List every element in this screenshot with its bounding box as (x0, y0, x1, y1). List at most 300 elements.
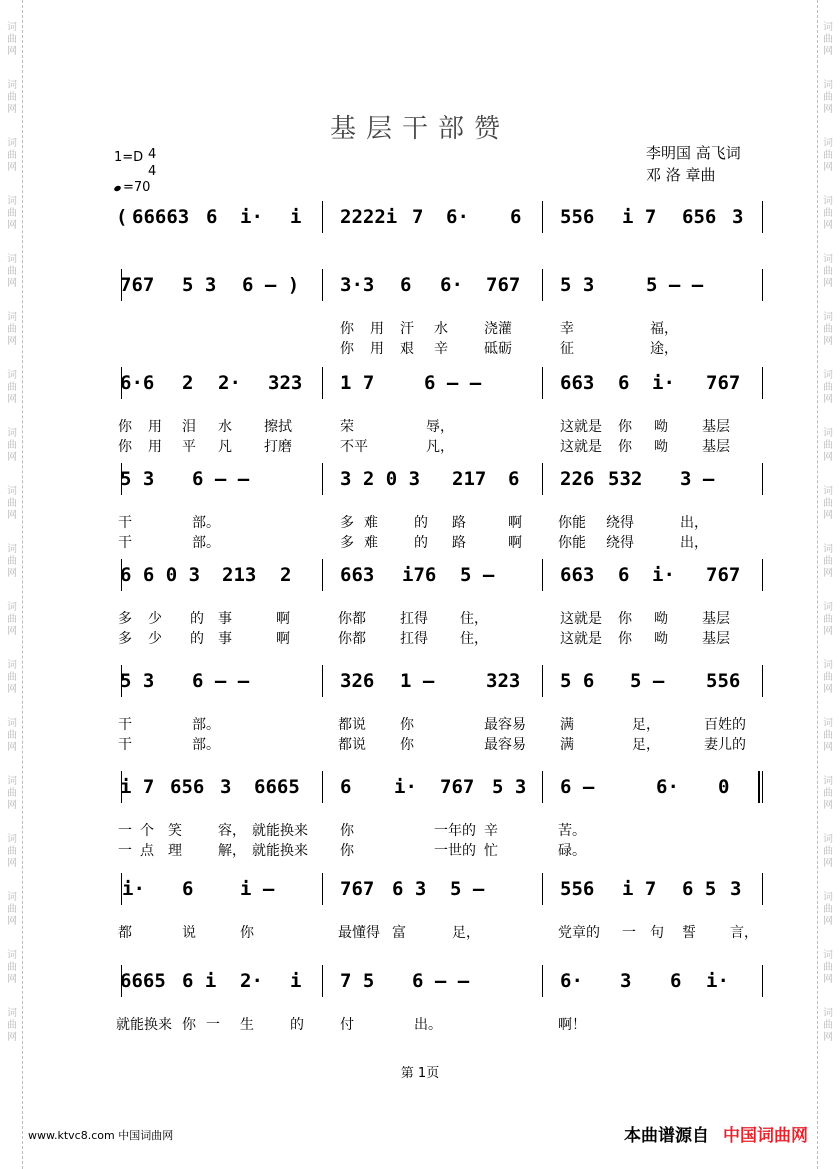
lyric-word: 干 (118, 717, 132, 733)
watermark-char: 词 (823, 718, 833, 729)
lyric-word: 用 (148, 439, 162, 455)
lyric-word: 一 (622, 925, 636, 941)
note-group: i (290, 970, 302, 992)
watermark-text (823, 22, 833, 58)
barline (762, 771, 763, 803)
note-group: 5 6 (560, 670, 595, 692)
note-group: 1 – (400, 670, 435, 692)
lyric-word: 足， (632, 737, 660, 753)
note-group: 6 (510, 206, 522, 228)
note-group: i 7 (622, 206, 657, 228)
lyric-word: 个 (140, 823, 154, 839)
watermark-char: 曲 (7, 730, 17, 741)
score-line (0, 367, 840, 399)
lyric-word: 干 (118, 535, 132, 551)
lyric-word: 笑 (168, 823, 182, 839)
watermark-char: 曲 (823, 788, 833, 799)
lyric-word: 难 (364, 535, 378, 551)
note-group: 6 (400, 274, 412, 296)
note-group: 3 – (680, 468, 715, 490)
lyric-word: 部。 (192, 737, 220, 753)
lyric-word: 幸 (560, 321, 574, 337)
lyric-word: 你 (618, 631, 632, 647)
note-group: 6 6 0 3 (120, 564, 201, 586)
lyric-word: 一 (118, 843, 132, 859)
barline (762, 201, 763, 233)
lyric-word: 部。 (192, 515, 220, 531)
watermark-text (7, 718, 17, 754)
barline (762, 559, 763, 591)
lyric-word: 不平 (340, 439, 368, 455)
lyric-word: 基层 (702, 419, 730, 435)
lyric-word: 住， (460, 611, 488, 627)
barline (762, 665, 763, 697)
lyricist: 李明国 高飞词 (646, 144, 741, 162)
watermark-char: 网 (823, 394, 833, 405)
lyric-word: 都 (118, 925, 132, 941)
lyric-word: 砥砺 (484, 341, 512, 357)
watermark-char: 网 (823, 916, 833, 927)
watermark-char: 曲 (7, 1020, 17, 1031)
note-group: 656 (682, 206, 717, 228)
lyric-word: 你 (340, 823, 354, 839)
watermark-char: 网 (823, 684, 833, 695)
note-group: 5 3 (120, 670, 155, 692)
note-group: i· (706, 970, 729, 992)
lyric-word: 基层 (702, 611, 730, 627)
lyric-word: 就能换来 (252, 823, 308, 839)
lyric-word: 啊 (276, 631, 290, 647)
lyric-word: 扛得 (400, 611, 428, 627)
note-group: 5 – (630, 670, 665, 692)
lyric-word: 一年的 (434, 823, 476, 839)
watermark-char: 网 (823, 46, 833, 57)
lyric-word: 用 (370, 321, 384, 337)
watermark-char: 网 (823, 742, 833, 753)
lyric-word: 你 (618, 611, 632, 627)
barline (322, 873, 323, 905)
lyric-word: 你 (400, 717, 414, 733)
watermark-char: 网 (823, 162, 833, 173)
note-group: 556 (560, 878, 595, 900)
lyric-word: 路 (452, 535, 466, 551)
watermark-char: 词 (7, 892, 17, 903)
time-signature (148, 146, 156, 180)
watermark-char: 网 (7, 568, 17, 579)
score-line (0, 201, 840, 233)
lyric-word: 征 (560, 341, 574, 357)
watermark-char: 曲 (7, 208, 17, 219)
lyric-word: 付 (340, 1017, 354, 1033)
note-group: 323 (486, 670, 521, 692)
note-group: 6· (560, 970, 583, 992)
watermark-char: 曲 (823, 846, 833, 857)
note-group: 3 2 0 3 (340, 468, 421, 490)
note-group: i76 (402, 564, 437, 586)
score-line (0, 463, 840, 495)
note-group: 6·6 (120, 372, 155, 394)
barline (542, 269, 543, 301)
watermark-char: 网 (823, 800, 833, 811)
note-group: 2 (182, 372, 194, 394)
note-group: 6 (508, 468, 520, 490)
watermark-char: 网 (7, 278, 17, 289)
lyric-word: 部。 (192, 535, 220, 551)
watermark-text (823, 602, 833, 638)
barline (322, 559, 323, 591)
note-group: 556 (706, 670, 741, 692)
watermark-char: 曲 (823, 614, 833, 625)
lyric-word: 啊 (508, 515, 522, 531)
watermark-char: 词 (7, 486, 17, 497)
lyric-word: 这就是 (560, 439, 602, 455)
lyric-word: 就能换来 (116, 1017, 172, 1033)
watermark-char: 网 (823, 568, 833, 579)
lyric-word: 碌。 (558, 843, 586, 859)
note-group: 5 3 (560, 274, 595, 296)
lyric-word: 路 (452, 515, 466, 531)
score-line (0, 771, 840, 803)
lyric-word: 你 (618, 439, 632, 455)
barline (542, 367, 543, 399)
note-group: 323 (268, 372, 303, 394)
watermark-char: 曲 (823, 556, 833, 567)
watermark-char: 曲 (823, 34, 833, 45)
barline (542, 559, 543, 591)
watermark-char: 词 (823, 22, 833, 33)
barline (542, 873, 543, 905)
barline (762, 965, 763, 997)
watermark-char: 网 (823, 510, 833, 521)
watermark-text (7, 834, 17, 870)
note-group: 767 (706, 564, 741, 586)
note-group: 3 (620, 970, 632, 992)
watermark-char: 词 (823, 138, 833, 149)
note-group: 6 (670, 970, 682, 992)
note-group: 5 3 (182, 274, 217, 296)
watermark-char: 词 (823, 196, 833, 207)
lyric-word: 事 (218, 611, 232, 627)
lyric-word: 你都 (338, 631, 366, 647)
lyric-word: 难 (364, 515, 378, 531)
barline (322, 965, 323, 997)
lyric-word: 途， (650, 341, 678, 357)
watermark-char: 网 (7, 626, 17, 637)
note-group: i· (652, 564, 675, 586)
note-group: 2 (280, 564, 292, 586)
site-url: www.ktvc8.com 中国词曲网 (28, 1129, 174, 1142)
watermark-char: 曲 (7, 556, 17, 567)
note-group: 2· (218, 372, 241, 394)
note-group: 226 (560, 468, 595, 490)
watermark-char: 词 (823, 892, 833, 903)
watermark-char: 曲 (7, 846, 17, 857)
lyric-word: 少 (148, 611, 162, 627)
lyric-word: 你 (118, 439, 132, 455)
lyric-word: 平 (182, 439, 196, 455)
watermark-char: 网 (7, 510, 17, 521)
note-group: 3·3 (340, 274, 375, 296)
watermark-char: 词 (7, 544, 17, 555)
watermark-char: 网 (823, 220, 833, 231)
watermark-char: 词 (7, 22, 17, 33)
watermark-char: 网 (7, 684, 17, 695)
watermark-char: 词 (7, 80, 17, 91)
watermark-char: 曲 (7, 788, 17, 799)
watermark-text (7, 428, 17, 464)
watermark-char: 曲 (823, 382, 833, 393)
note-group: 6 – – (424, 372, 482, 394)
watermark-text (7, 312, 17, 348)
note-group: i· (122, 878, 145, 900)
watermark-char: 曲 (823, 904, 833, 915)
lyric-word: 的 (414, 515, 428, 531)
lyric-word: 你 (400, 737, 414, 753)
note-group: 6 i (182, 970, 217, 992)
lyric-word: 多 (118, 631, 132, 647)
barline (322, 201, 323, 233)
score-line (0, 559, 840, 591)
watermark-text (823, 718, 833, 754)
note-group: 6 (618, 372, 630, 394)
lyric-word: 出， (680, 515, 708, 531)
note-group: i 7 (120, 776, 155, 798)
note-group: 6· (656, 776, 679, 798)
lyric-word: 党章的 (558, 925, 600, 941)
note-group: 767 (120, 274, 155, 296)
watermark-char: 曲 (7, 672, 17, 683)
note-group: 6 5 (682, 878, 717, 900)
note-group: 0 (718, 776, 730, 798)
note-group: 213 (222, 564, 257, 586)
note-group: 217 (452, 468, 487, 490)
watermark-char: 曲 (7, 498, 17, 509)
lyric-word: 说 (182, 925, 196, 941)
lyric-word: 泪 (182, 419, 196, 435)
barline (322, 269, 323, 301)
barline (542, 965, 543, 997)
note-group: 532 (608, 468, 643, 490)
song-title: 基层干部赞 (329, 114, 510, 144)
note-group: 663 (340, 564, 375, 586)
lyric-word: 凡 (218, 439, 232, 455)
tempo-value: =70 (123, 180, 151, 195)
watermark-char: 网 (7, 46, 17, 57)
watermark-char: 词 (823, 254, 833, 265)
barline (322, 771, 323, 803)
note-group: i 7 (622, 878, 657, 900)
note-group: i· (652, 372, 675, 394)
watermark-char: 网 (7, 336, 17, 347)
note-group: 6· (440, 274, 463, 296)
watermark-char: 词 (7, 254, 17, 265)
note-group: 767 (706, 372, 741, 394)
note-group: 767 (340, 878, 375, 900)
watermark-char: 曲 (7, 614, 17, 625)
lyric-word: 荣 (340, 419, 354, 435)
lyric-word: 绕得 (606, 535, 634, 551)
watermark-char: 曲 (7, 382, 17, 393)
lyric-word: 呦 (654, 631, 668, 647)
watermark-char: 词 (7, 428, 17, 439)
time-signature-bottom: 4 (148, 164, 157, 179)
lyric-word: 满 (560, 717, 574, 733)
note-group: i· (394, 776, 417, 798)
watermark-char: 词 (7, 718, 17, 729)
lyric-word: 多 (118, 611, 132, 627)
watermark-char: 曲 (823, 1020, 833, 1031)
watermark-char: 网 (7, 104, 17, 115)
barline (322, 367, 323, 399)
watermark-char: 词 (7, 776, 17, 787)
lyric-word: 辱， (426, 419, 454, 435)
time-signature-top: 4 (148, 147, 157, 162)
barline (762, 367, 763, 399)
watermark-char: 网 (7, 858, 17, 869)
barline (762, 873, 763, 905)
lyric-word: 你能 (558, 535, 586, 551)
lyric-word: 解， (218, 843, 246, 859)
key-signature: 1=D (114, 150, 144, 165)
lyric-word: 最懂得 (338, 925, 380, 941)
note-group: 767 (440, 776, 475, 798)
lyric-word: 啊 (508, 535, 522, 551)
lyric-word: 满 (560, 737, 574, 753)
lyric-word: 艰 (400, 341, 414, 357)
note-group: 6665 (120, 970, 166, 992)
lyric-word: 福， (650, 321, 678, 337)
lyric-word: 啊 (276, 611, 290, 627)
watermark-char: 曲 (823, 440, 833, 451)
watermark-char: 词 (823, 776, 833, 787)
watermark-char: 词 (823, 370, 833, 381)
note-group: 6 3 (392, 878, 427, 900)
note-group: 767 (486, 274, 521, 296)
lyric-word: 基层 (702, 439, 730, 455)
lyric-word: 你 (118, 419, 132, 435)
lyric-word: 这就是 (560, 611, 602, 627)
lyric-word: 干 (118, 515, 132, 531)
barline (542, 771, 543, 803)
note-group: 5 – – (646, 274, 704, 296)
lyric-word: 生 (240, 1017, 254, 1033)
lyric-word: 理 (168, 843, 182, 859)
watermark-char: 词 (7, 312, 17, 323)
repeat-barline (758, 771, 760, 803)
lyric-word: 住， (460, 631, 488, 647)
watermark-text (823, 312, 833, 348)
lyric-word: 打磨 (264, 439, 292, 455)
lyric-word: 事 (218, 631, 232, 647)
quarter-note-icon (113, 185, 121, 192)
score-line (0, 269, 840, 301)
note-group: 2222i (340, 206, 398, 228)
lyric-word: 多 (340, 515, 354, 531)
score-line (0, 665, 840, 697)
watermark-char: 曲 (823, 672, 833, 683)
watermark-char: 词 (7, 950, 17, 961)
watermark-char: 曲 (7, 34, 17, 45)
watermark-char: 网 (7, 394, 17, 405)
watermark-char: 网 (823, 1032, 833, 1043)
note-group: 6 – – (192, 468, 250, 490)
lyric-word: 你 (240, 925, 254, 941)
watermark-char: 曲 (823, 498, 833, 509)
lyric-word: 你都 (338, 611, 366, 627)
lyric-word: 辛 (484, 823, 498, 839)
watermark-char: 网 (7, 916, 17, 927)
barline (542, 665, 543, 697)
watermark-char: 网 (823, 336, 833, 347)
watermark-char: 词 (823, 834, 833, 845)
lyric-word: 用 (148, 419, 162, 435)
watermark-char: 词 (7, 660, 17, 671)
note-group: 663 (560, 372, 595, 394)
tempo-marking (114, 180, 150, 195)
note-group: 5 3 (120, 468, 155, 490)
watermark-char: 曲 (7, 440, 17, 451)
note-group: 656 (170, 776, 205, 798)
lyric-word: 少 (148, 631, 162, 647)
lyric-word: 水 (434, 321, 448, 337)
lyric-word: 都说 (338, 737, 366, 753)
lyric-word: 你 (182, 1017, 196, 1033)
lyric-word: 一世的 (434, 843, 476, 859)
lyric-word: 句 (650, 925, 664, 941)
lyric-word: 擦拭 (264, 419, 292, 435)
watermark-char: 网 (823, 278, 833, 289)
watermark-char: 网 (823, 974, 833, 985)
note-group: 6 (618, 564, 630, 586)
watermark-char: 词 (823, 312, 833, 323)
watermark-char: 词 (823, 660, 833, 671)
barline (762, 269, 763, 301)
lyric-word: 辛 (434, 341, 448, 357)
note-group: 7 (412, 206, 424, 228)
watermark-char: 曲 (7, 324, 17, 335)
watermark-char: 词 (823, 544, 833, 555)
watermark-char: 网 (7, 742, 17, 753)
page-number: 第 1页 (400, 1066, 440, 1081)
lyric-word: 妻儿的 (704, 737, 746, 753)
lyric-word: 的 (190, 611, 204, 627)
watermark-char: 词 (823, 486, 833, 497)
lyric-word: 出， (680, 535, 708, 551)
lyric-word: 一 (118, 823, 132, 839)
barline (762, 463, 763, 495)
note-group: 7 5 (340, 970, 375, 992)
lyric-word: 呦 (654, 439, 668, 455)
note-group: 6 – (560, 776, 595, 798)
watermark-char: 词 (823, 1008, 833, 1019)
watermark-char: 网 (823, 858, 833, 869)
watermark-char: 词 (7, 138, 17, 149)
note-group: 6 – – (412, 970, 470, 992)
lyric-word: 最容易 (484, 737, 526, 753)
note-group: 3 (732, 206, 744, 228)
watermark-char: 词 (823, 80, 833, 91)
watermark-char: 词 (7, 370, 17, 381)
watermark-char: 曲 (823, 962, 833, 973)
barline (322, 665, 323, 697)
watermark-text (823, 1008, 833, 1044)
note-group: 6 (182, 878, 194, 900)
note-group: 5 – (450, 878, 485, 900)
note-group: 1 7 (340, 372, 375, 394)
barline (542, 463, 543, 495)
lyric-word: 浇灌 (484, 321, 512, 337)
lyric-word: 这就是 (560, 419, 602, 435)
